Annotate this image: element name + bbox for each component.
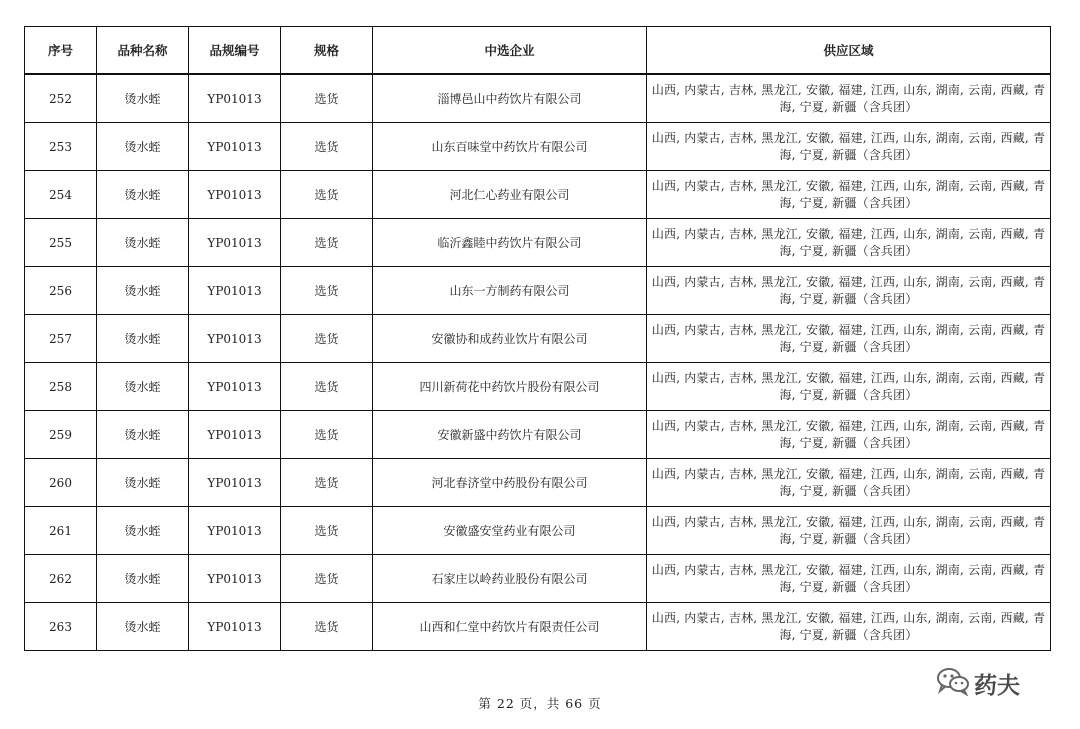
cell-company: 石家庄以岭药业股份有限公司 xyxy=(373,555,647,603)
cell-company: 临沂鑫睦中药饮片有限公司 xyxy=(373,219,647,267)
cell-spec: 选货 xyxy=(281,267,373,315)
cell-product-name: 烫水蛭 xyxy=(97,459,189,507)
table-row xyxy=(25,459,1051,507)
cell-product-name: 烫水蛭 xyxy=(97,315,189,363)
watermark xyxy=(936,664,1020,702)
cell-spec: 选货 xyxy=(281,555,373,603)
cell-product-code: YP01013 xyxy=(189,123,281,171)
page-number: 第 22 页，共 66 页 xyxy=(478,696,602,711)
cell-spec: 选货 xyxy=(281,411,373,459)
cell-product-code: YP01013 xyxy=(189,459,281,507)
cell-spec: 选货 xyxy=(281,507,373,555)
cell-supply-region: 山西, 内蒙古, 吉林, 黑龙江, 安徽, 福建, 江西, 山东, 湖南, 云南, 西藏, 青海, 宁夏, 新疆（含兵团） xyxy=(647,459,1051,507)
table-row xyxy=(25,411,1051,459)
cell-index: 262 xyxy=(25,555,97,603)
cell-supply-region: 山西, 内蒙古, 吉林, 黑龙江, 安徽, 福建, 江西, 山东, 湖南, 云南, 西藏, 青海, 宁夏, 新疆（含兵团） xyxy=(647,171,1051,219)
table-row xyxy=(25,315,1051,363)
cell-index: 253 xyxy=(25,123,97,171)
cell-supply-region: 山西, 内蒙古, 吉林, 黑龙江, 安徽, 福建, 江西, 山东, 湖南, 云南, 西藏, 青海, 宁夏, 新疆（含兵团） xyxy=(647,411,1051,459)
cell-spec: 选货 xyxy=(281,315,373,363)
cell-product-name: 烫水蛭 xyxy=(97,507,189,555)
cell-supply-region: 山西, 内蒙古, 吉林, 黑龙江, 安徽, 福建, 江西, 山东, 湖南, 云南, 西藏, 青海, 宁夏, 新疆（含兵团） xyxy=(647,507,1051,555)
header-product-code: 品规编号 xyxy=(189,27,281,75)
cell-product-code: YP01013 xyxy=(189,603,281,651)
table-row xyxy=(25,74,1051,123)
cell-product-name: 烫水蛭 xyxy=(97,363,189,411)
cell-product-code: YP01013 xyxy=(189,363,281,411)
cell-product-code: YP01013 xyxy=(189,219,281,267)
cell-product-code: YP01013 xyxy=(189,555,281,603)
table-row xyxy=(25,507,1051,555)
cell-supply-region: 山西, 内蒙古, 吉林, 黑龙江, 安徽, 福建, 江西, 山东, 湖南, 云南, 西藏, 青海, 宁夏, 新疆（含兵团） xyxy=(647,74,1051,123)
cell-product-name: 烫水蛭 xyxy=(97,603,189,651)
cell-supply-region: 山西, 内蒙古, 吉林, 黑龙江, 安徽, 福建, 江西, 山东, 湖南, 云南, 西藏, 青海, 宁夏, 新疆（含兵团） xyxy=(647,603,1051,651)
cell-supply-region: 山西, 内蒙古, 吉林, 黑龙江, 安徽, 福建, 江西, 山东, 湖南, 云南, 西藏, 青海, 宁夏, 新疆（含兵团） xyxy=(647,555,1051,603)
table-row xyxy=(25,219,1051,267)
cell-product-name: 烫水蛭 xyxy=(97,74,189,123)
cell-company: 山东一方制药有限公司 xyxy=(373,267,647,315)
cell-index: 260 xyxy=(25,459,97,507)
cell-spec: 选货 xyxy=(281,459,373,507)
cell-spec: 选货 xyxy=(281,219,373,267)
cell-supply-region: 山西, 内蒙古, 吉林, 黑龙江, 安徽, 福建, 江西, 山东, 湖南, 云南, 西藏, 青海, 宁夏, 新疆（含兵团） xyxy=(647,219,1051,267)
header-supply-region: 供应区域 xyxy=(647,27,1051,75)
cell-product-code: YP01013 xyxy=(189,171,281,219)
cell-product-name: 烫水蛭 xyxy=(97,219,189,267)
table-row xyxy=(25,123,1051,171)
supplier-table xyxy=(24,26,1051,651)
cell-index: 257 xyxy=(25,315,97,363)
header-company: 中选企业 xyxy=(373,27,647,75)
cell-spec: 选货 xyxy=(281,74,373,123)
cell-spec: 选货 xyxy=(281,363,373,411)
cell-spec: 选货 xyxy=(281,603,373,651)
cell-index: 256 xyxy=(25,267,97,315)
cell-supply-region: 山西, 内蒙古, 吉林, 黑龙江, 安徽, 福建, 江西, 山东, 湖南, 云南, 西藏, 青海, 宁夏, 新疆（含兵团） xyxy=(647,363,1051,411)
cell-company: 山西和仁堂中药饮片有限责任公司 xyxy=(373,603,647,651)
cell-spec: 选货 xyxy=(281,171,373,219)
cell-spec: 选货 xyxy=(281,123,373,171)
cell-index: 263 xyxy=(25,603,97,651)
cell-product-code: YP01013 xyxy=(189,267,281,315)
table-row xyxy=(25,555,1051,603)
header-product-name: 品种名称 xyxy=(97,27,189,75)
cell-supply-region: 山西, 内蒙古, 吉林, 黑龙江, 安徽, 福建, 江西, 山东, 湖南, 云南, 西藏, 青海, 宁夏, 新疆（含兵团） xyxy=(647,123,1051,171)
cell-company: 四川新荷花中药饮片股份有限公司 xyxy=(373,363,647,411)
cell-product-name: 烫水蛭 xyxy=(97,171,189,219)
table-row xyxy=(25,267,1051,315)
cell-product-name: 烫水蛭 xyxy=(97,123,189,171)
cell-index: 252 xyxy=(25,74,97,123)
cell-index: 259 xyxy=(25,411,97,459)
header-spec: 规格 xyxy=(281,27,373,75)
cell-index: 258 xyxy=(25,363,97,411)
cell-supply-region: 山西, 内蒙古, 吉林, 黑龙江, 安徽, 福建, 江西, 山东, 湖南, 云南, 西藏, 青海, 宁夏, 新疆（含兵团） xyxy=(647,267,1051,315)
cell-company: 安徽协和成药业饮片有限公司 xyxy=(373,315,647,363)
cell-product-code: YP01013 xyxy=(189,507,281,555)
cell-company: 河北春济堂中药股份有限公司 xyxy=(373,459,647,507)
cell-supply-region: 山西, 内蒙古, 吉林, 黑龙江, 安徽, 福建, 江西, 山东, 湖南, 云南, 西藏, 青海, 宁夏, 新疆（含兵团） xyxy=(647,315,1051,363)
watermark-text: 药夫 xyxy=(974,672,1020,699)
cell-index: 255 xyxy=(25,219,97,267)
table-row xyxy=(25,171,1051,219)
cell-index: 254 xyxy=(25,171,97,219)
cell-product-code: YP01013 xyxy=(189,411,281,459)
cell-company: 安徽新盛中药饮片有限公司 xyxy=(373,411,647,459)
cell-index: 261 xyxy=(25,507,97,555)
table-row xyxy=(25,603,1051,651)
cell-product-code: YP01013 xyxy=(189,74,281,123)
cell-company: 淄博邑山中药饮片有限公司 xyxy=(373,74,647,123)
cell-company: 山东百味堂中药饮片有限公司 xyxy=(373,123,647,171)
header-index: 序号 xyxy=(25,27,97,75)
cell-product-code: YP01013 xyxy=(189,315,281,363)
table-header-row xyxy=(25,27,1051,75)
cell-company: 河北仁心药业有限公司 xyxy=(373,171,647,219)
cell-company: 安徽盛安堂药业有限公司 xyxy=(373,507,647,555)
table-row xyxy=(25,363,1051,411)
cell-product-name: 烫水蛭 xyxy=(97,267,189,315)
cell-product-name: 烫水蛭 xyxy=(97,411,189,459)
cell-product-name: 烫水蛭 xyxy=(97,555,189,603)
wechat-icon xyxy=(936,666,970,700)
